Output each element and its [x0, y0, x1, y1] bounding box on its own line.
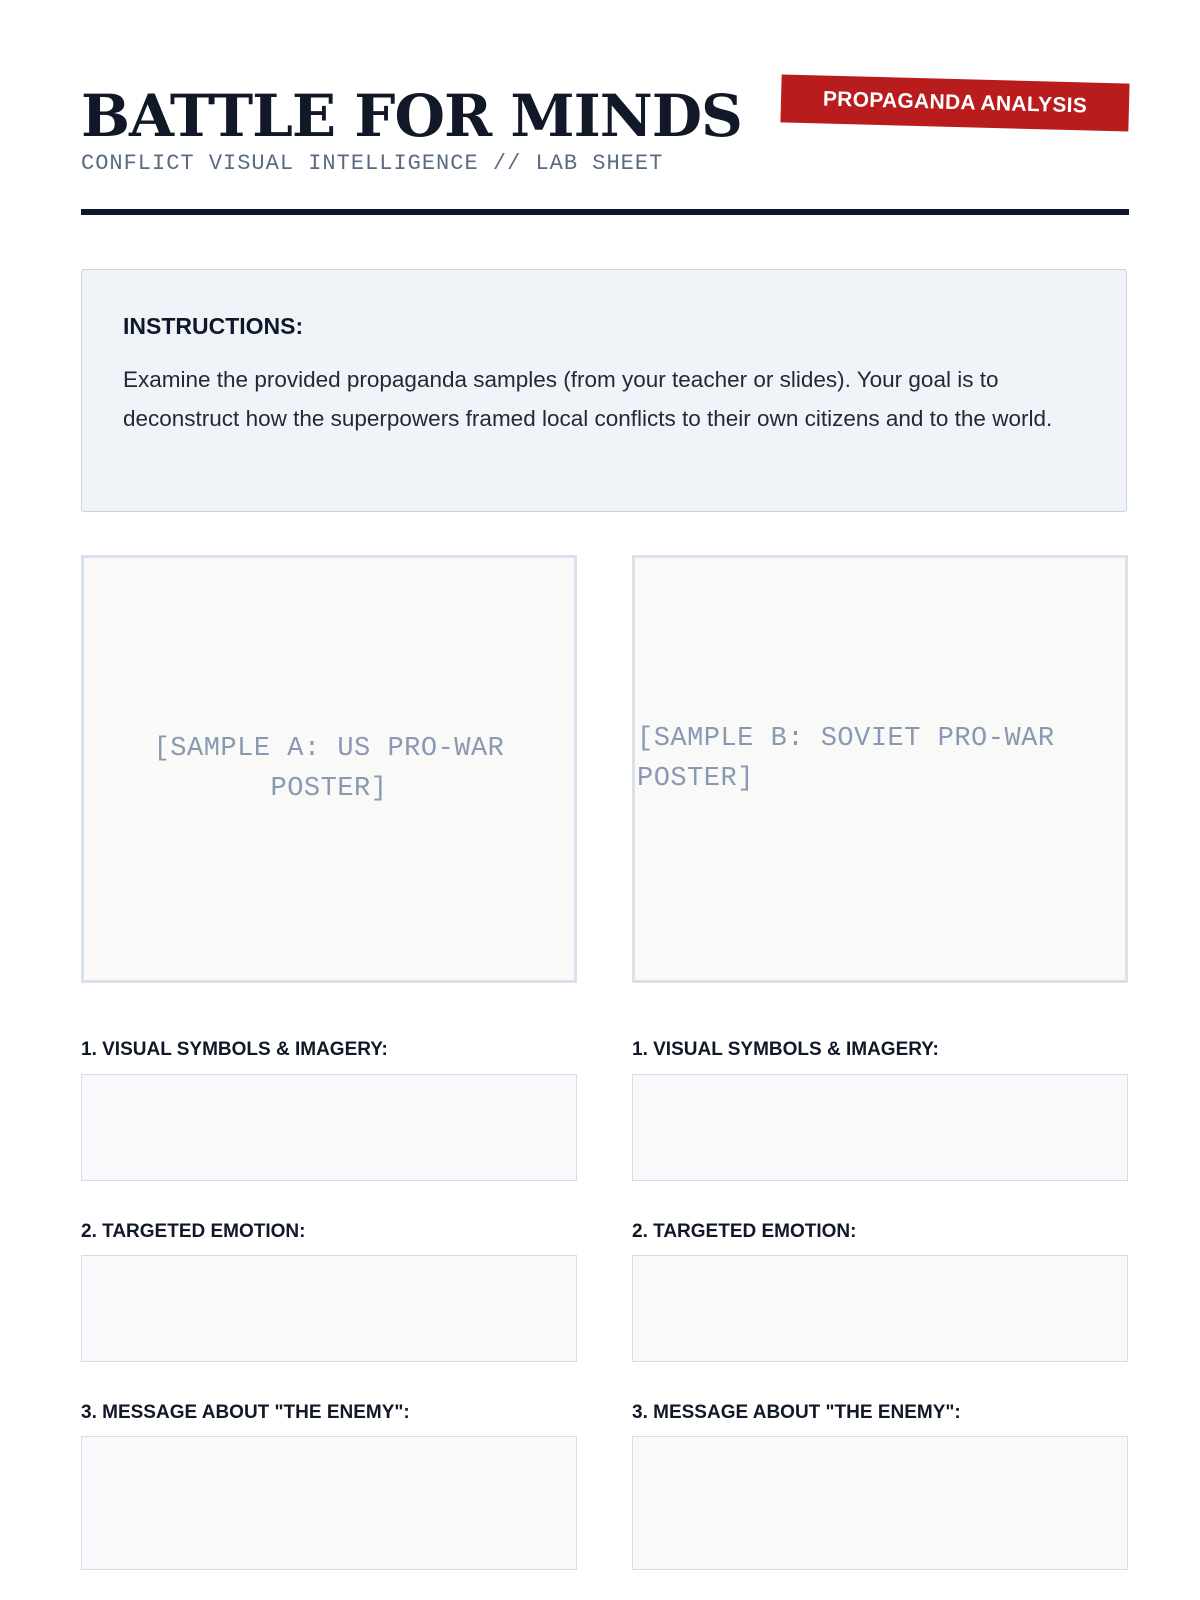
sample-b-q2-answer-field[interactable]	[632, 1255, 1128, 1362]
sample-b-q1-label: 1. VISUAL SYMBOLS & IMAGERY:	[632, 1039, 939, 1060]
sample-a-q3-label: 3. MESSAGE ABOUT "THE ENEMY":	[81, 1402, 410, 1423]
sample-a-label: [SAMPLE A: US PRO-WAR POSTER]	[153, 734, 505, 804]
page-title: BATTLE FOR MINDS	[81, 82, 742, 150]
lab-sheet	[81, 0, 1129, 1423]
sample-a-q1-answer-field[interactable]	[81, 1074, 577, 1181]
sample-a-q2-label: 2. TARGETED EMOTION:	[81, 1221, 306, 1242]
sample-a-q1-label: 1. VISUAL SYMBOLS & IMAGERY:	[81, 1039, 388, 1060]
sample-b-q1-answer-field[interactable]	[632, 1074, 1128, 1181]
sample-a-image-placeholder	[81, 555, 577, 983]
propaganda-analysis-stamp: PROPAGANDA ANALYSIS	[780, 74, 1129, 131]
instructions-panel	[81, 269, 1127, 512]
page-subtitle: CONFLICT VISUAL INTELLIGENCE // LAB SHEET	[81, 151, 664, 176]
instructions-body: Examine the provided propaganda samples (from your teacher or slides). Your goal is to deconstruct how the superpowers framed local conflicts to their own citizens and to the world.	[123, 367, 1053, 431]
sample-b-q3-answer-field[interactable]	[632, 1436, 1128, 1570]
sample-b-label: [SAMPLE B: SOVIET PRO-WAR POSTER]	[637, 724, 1055, 794]
header-divider	[81, 209, 1129, 215]
sample-a-q3-answer-field[interactable]	[81, 1436, 577, 1570]
header	[81, 0, 1129, 215]
instructions-heading: INSTRUCTIONS:	[123, 313, 304, 339]
sample-b-q2-label: 2. TARGETED EMOTION:	[632, 1221, 857, 1242]
sample-b-image-placeholder	[632, 555, 1128, 983]
sample-b-q3-label: 3. MESSAGE ABOUT "THE ENEMY":	[632, 1402, 961, 1423]
sample-a-q2-answer-field[interactable]	[81, 1255, 577, 1362]
